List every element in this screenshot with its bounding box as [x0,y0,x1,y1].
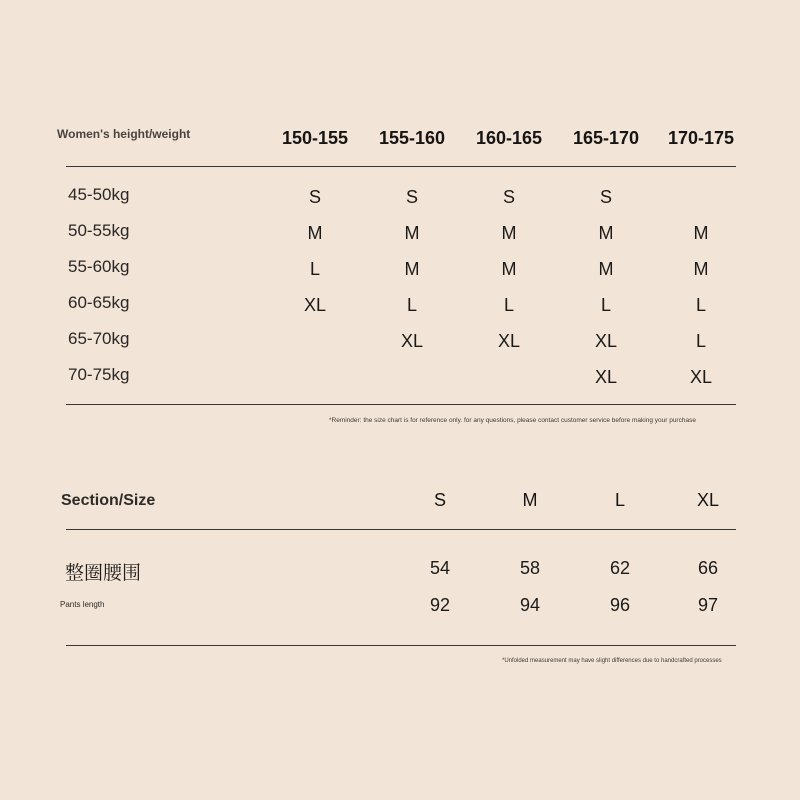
size-cell: M [404,259,420,279]
measurement-cell: 54 [429,558,451,578]
size-cell: L [695,331,706,351]
measurement-note: *Unfolded measurement may have slight differences due to handcrafted processes [502,658,722,664]
measurement-cell: 96 [609,595,631,615]
size-cell: L [600,295,611,315]
waist-label: 整圈腰围 [65,563,142,584]
height-column-header: 165-170 [572,128,640,148]
size-cell: XL [594,331,618,351]
weight-label: 50-55kg [68,221,130,240]
size-chart-header-label: Women's height/weight [57,127,191,141]
divider [66,404,736,405]
height-column-header: 170-175 [667,128,735,148]
size-cell: M [598,259,614,279]
size-column-header: XL [696,490,720,510]
size-cell: XL [497,331,521,351]
size-cell: L [503,295,514,315]
size-cell: S [599,187,612,207]
size-cell: XL [400,331,424,351]
size-cell: M [307,223,323,243]
divider [66,166,736,167]
height-column-header: 155-160 [378,128,446,148]
size-cell: L [695,295,706,315]
divider [66,529,736,530]
size-cell: XL [303,295,327,315]
size-cell: M [404,223,420,243]
size-cell: M [501,223,517,243]
measurement-cell: 58 [519,558,541,578]
reminder-note: *Reminder: the size chart is for reference only. for any questions, please contact customer service before making your purchase [329,417,696,424]
measurement-cell: 92 [429,595,451,615]
size-column-header: L [614,490,625,510]
size-cell: S [308,187,321,207]
size-cell: L [309,259,320,279]
measurement-header-label: Section/Size [61,492,156,509]
size-cell: M [598,223,614,243]
size-cell: M [693,259,709,279]
size-column-header: S [433,490,446,510]
size-cell: M [501,259,517,279]
size-cell: XL [594,367,618,387]
size-cell: L [406,295,417,315]
weight-label: 55-60kg [68,257,130,276]
divider [66,645,736,646]
weight-label: 65-70kg [68,329,130,348]
size-column-header: M [522,490,538,510]
height-column-header: 150-155 [281,128,349,148]
size-cell: S [502,187,515,207]
height-column-header: 160-165 [475,128,543,148]
size-cell: S [405,187,418,207]
weight-label: 60-65kg [68,293,130,312]
measurement-cell: 66 [697,558,719,578]
measurement-cell: 97 [697,595,719,615]
measurement-cell: 94 [519,595,541,615]
weight-label: 45-50kg [68,185,130,204]
pants-length-label: Pants length [60,600,105,609]
measurement-cell: 62 [609,558,631,578]
weight-label: 70-75kg [68,365,130,384]
size-cell: XL [689,367,713,387]
size-cell: M [693,223,709,243]
